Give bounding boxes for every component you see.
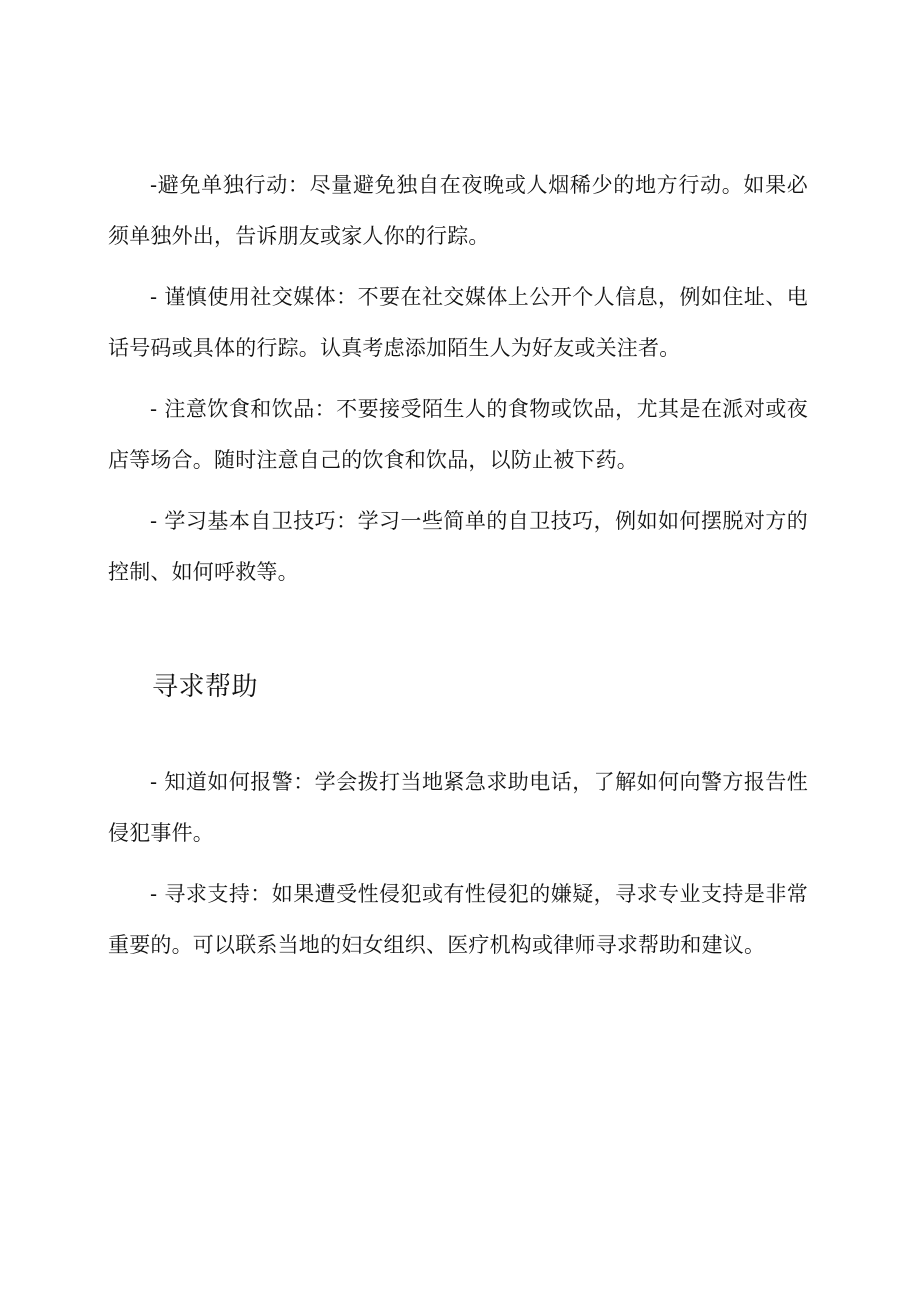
tip-seek-support: - 寻求支持：如果遭受性侵犯或有性侵犯的嫌疑，寻求专业支持是非常重要的。可以联系当地的妇女组织、医疗机构或律师寻求帮助和建议。: [108, 882, 808, 957]
tip-food-drinks: - 注意饮食和饮品：不要接受陌生人的食物或饮品，尤其是在派对或夜店等场合。随时注意自己的饮食和饮品，以防止被下药。: [108, 397, 808, 472]
tip-social-media: - 谨慎使用社交媒体：不要在社交媒体上公开个人信息，例如住址、电话号码或具体的行踪。认真考虑添加陌生人为好友或关注者。: [108, 285, 808, 360]
safety-tips-section: [108, 160, 808, 598]
tip-self-defense: - 学习基本自卫技巧：学习一些简单的自卫技巧，例如如何摆脱对方的控制、如何呼救等。: [108, 509, 808, 584]
seek-help-section: [108, 757, 808, 971]
tip-avoid-alone: -避免单独行动：尽量避免独自在夜晚或人烟稀少的地方行动。如果必须单独外出，告诉朋友或家人你的行踪。: [108, 173, 808, 248]
seek-help-heading: 寻求帮助: [152, 672, 259, 702]
document-page: [108, 160, 808, 981]
tip-report-police: - 知道如何报警：学会拨打当地紧急求助电话，了解如何向警方报告性侵犯事件。: [108, 770, 808, 845]
